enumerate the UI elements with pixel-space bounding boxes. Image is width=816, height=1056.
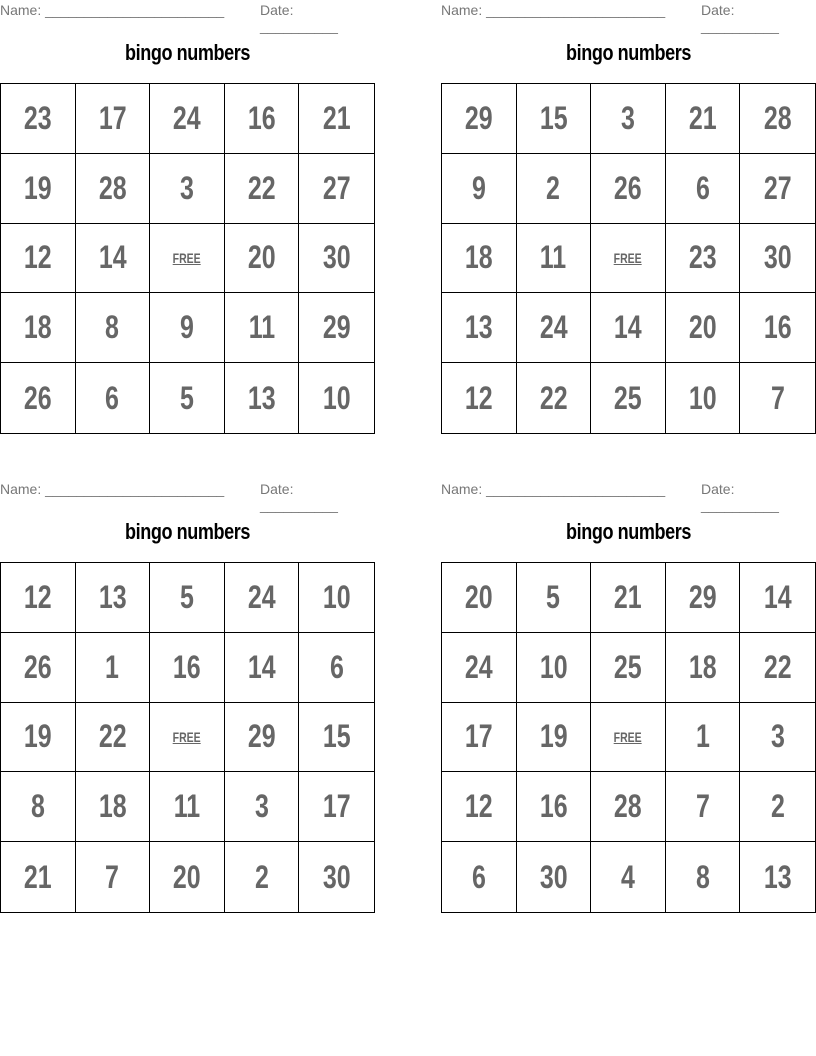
- cell-number: 12: [23, 239, 52, 276]
- cell-number: 3: [180, 169, 194, 206]
- date-field: Date: __________: [701, 2, 779, 34]
- cell-number: 7: [105, 858, 120, 895]
- bingo-cell: [591, 772, 666, 842]
- bingo-cell: [225, 842, 300, 912]
- cell-number: 12: [464, 788, 493, 825]
- cell-number: 30: [322, 239, 351, 276]
- cell-number: 20: [464, 578, 493, 615]
- date-field: Date: __________: [260, 2, 338, 34]
- free-space: [150, 224, 225, 294]
- cell-number: 6: [329, 648, 344, 685]
- cell-number: 19: [23, 718, 52, 755]
- cell-number: 11: [173, 788, 201, 825]
- cell-number: 17: [464, 718, 493, 755]
- cell-number: 20: [247, 239, 276, 276]
- bingo-cell: [666, 703, 741, 773]
- bingo-cell: [150, 633, 225, 703]
- cell-number: 26: [23, 379, 52, 416]
- cell-number: 18: [464, 239, 493, 276]
- bingo-cell: [517, 563, 592, 633]
- bingo-cell: [666, 84, 741, 154]
- cell-number: 29: [247, 718, 276, 755]
- cell-number: 16: [763, 309, 792, 346]
- bingo-cell: [1, 224, 76, 294]
- bingo-cell: [591, 842, 666, 912]
- bingo-cell: [591, 363, 666, 433]
- cell-number: 11: [540, 239, 567, 276]
- name-field: Name: _______________________: [0, 481, 225, 497]
- bingo-cell: [76, 772, 151, 842]
- cell-number: 2: [770, 788, 785, 825]
- bingo-cell: [442, 633, 517, 703]
- cell-number: 24: [464, 648, 493, 685]
- bingo-cell: [76, 563, 151, 633]
- cell-number: 28: [98, 169, 127, 206]
- bingo-cell: [517, 703, 592, 773]
- bingo-cell: [225, 363, 300, 433]
- bingo-cell: [299, 154, 374, 224]
- bingo-cell: [517, 842, 592, 912]
- bingo-cell: [740, 842, 815, 912]
- cell-number: 22: [98, 718, 127, 755]
- cell-number: 2: [254, 858, 269, 895]
- cell-number: 17: [322, 788, 351, 825]
- bingo-cell: [1, 703, 76, 773]
- bingo-cell: [517, 772, 592, 842]
- cell-number: 5: [546, 578, 561, 615]
- bingo-cell: [740, 84, 815, 154]
- bingo-cell: [299, 363, 374, 433]
- bingo-cell: [442, 563, 517, 633]
- cell-number: 18: [23, 309, 52, 346]
- bingo-cell: [740, 293, 815, 363]
- card-header: [441, 0, 816, 34]
- cell-number: 22: [247, 169, 276, 206]
- cell-number: 27: [763, 169, 792, 206]
- bingo-grid: [441, 83, 816, 434]
- cell-number: 7: [770, 379, 785, 416]
- bingo-cell: [225, 84, 300, 154]
- bingo-cell: [442, 224, 517, 294]
- cell-number: 27: [322, 169, 351, 206]
- cell-number: 18: [98, 788, 127, 825]
- cell-number: FREE: [172, 728, 201, 745]
- bingo-cell: [666, 363, 741, 433]
- bingo-cell: [299, 772, 374, 842]
- bingo-cell: [666, 224, 741, 294]
- bingo-cell: [1, 633, 76, 703]
- bingo-cell: [591, 563, 666, 633]
- date-field: Date: __________: [701, 481, 779, 513]
- cell-number: 14: [247, 648, 276, 685]
- cell-number: 14: [763, 578, 792, 615]
- cell-number: 19: [23, 169, 52, 206]
- bingo-cell: [666, 633, 741, 703]
- bingo-cell: [591, 154, 666, 224]
- cell-number: 24: [539, 309, 568, 346]
- free-space: [591, 224, 666, 294]
- card-title: bingo numbers: [125, 519, 250, 544]
- bingo-cell: [225, 703, 300, 773]
- cell-number: 14: [614, 309, 642, 346]
- cell-number: 13: [763, 858, 792, 895]
- bingo-cell: [150, 563, 225, 633]
- bingo-cell: [76, 363, 151, 433]
- bingo-cell: [150, 154, 225, 224]
- bingo-cell: [299, 563, 374, 633]
- cell-number: FREE: [172, 249, 201, 266]
- bingo-cell: [740, 563, 815, 633]
- cell-number: 25: [614, 648, 642, 685]
- bingo-cell: [442, 772, 517, 842]
- bingo-cell: [299, 224, 374, 294]
- cell-number: 23: [23, 99, 52, 136]
- card-header: [441, 479, 816, 513]
- bingo-cell: [76, 154, 151, 224]
- bingo-cell: [150, 842, 225, 912]
- cell-number: 24: [247, 578, 276, 615]
- cell-number: 29: [688, 578, 717, 615]
- cell-number: 3: [254, 788, 269, 825]
- cell-number: 16: [173, 648, 201, 685]
- card-header: [0, 479, 375, 513]
- bingo-cell: [517, 293, 592, 363]
- bingo-grid: [0, 562, 375, 913]
- card-header: [0, 0, 375, 34]
- cell-number: 26: [614, 169, 642, 206]
- cell-number: 8: [105, 309, 120, 346]
- cell-number: 15: [539, 99, 568, 136]
- cell-number: 21: [614, 578, 642, 615]
- bingo-cell: [442, 363, 517, 433]
- bingo-grid: [0, 83, 375, 434]
- cell-number: 3: [770, 718, 785, 755]
- cell-number: 28: [763, 99, 792, 136]
- bingo-cell: [299, 703, 374, 773]
- cell-number: FREE: [613, 728, 642, 745]
- bingo-cell: [150, 363, 225, 433]
- name-field: Name: _______________________: [441, 481, 666, 497]
- cell-number: 9: [180, 309, 194, 346]
- bingo-cell: [299, 842, 374, 912]
- cell-number: 30: [763, 239, 792, 276]
- free-space: [150, 703, 225, 773]
- cell-number: 30: [322, 858, 351, 895]
- cell-number: 6: [105, 379, 120, 416]
- cell-number: 6: [471, 858, 486, 895]
- cell-number: 12: [464, 379, 493, 416]
- bingo-cell: [1, 772, 76, 842]
- bingo-cell: [740, 703, 815, 773]
- cell-number: 25: [614, 379, 642, 416]
- bingo-cell: [76, 84, 151, 154]
- bingo-cell: [442, 703, 517, 773]
- bingo-cell: [76, 224, 151, 294]
- bingo-cell: [740, 363, 815, 433]
- bingo-cell: [225, 563, 300, 633]
- cell-number: 23: [688, 239, 717, 276]
- cell-number: 1: [695, 718, 710, 755]
- bingo-cell: [299, 293, 374, 363]
- cell-number: 20: [688, 309, 717, 346]
- bingo-cell: [517, 224, 592, 294]
- bingo-cell: [517, 363, 592, 433]
- bingo-cell: [76, 293, 151, 363]
- cell-number: 13: [98, 578, 127, 615]
- bingo-cell: [666, 293, 741, 363]
- card-title: bingo numbers: [566, 40, 691, 65]
- cell-number: 11: [248, 309, 275, 346]
- cell-number: 26: [23, 648, 52, 685]
- bingo-cell: [442, 154, 517, 224]
- cell-number: 16: [247, 99, 276, 136]
- bingo-cell: [740, 154, 815, 224]
- cell-number: 12: [23, 578, 52, 615]
- cell-number: 18: [688, 648, 717, 685]
- bingo-cell: [740, 633, 815, 703]
- bingo-cell: [1, 842, 76, 912]
- bingo-cell: [150, 772, 225, 842]
- cell-number: 7: [695, 788, 710, 825]
- bingo-cell: [666, 842, 741, 912]
- cell-number: 10: [322, 578, 351, 615]
- bingo-cell: [442, 293, 517, 363]
- bingo-cell: [1, 154, 76, 224]
- cell-number: 21: [688, 99, 717, 136]
- cell-number: 20: [173, 858, 201, 895]
- bingo-cell: [1, 363, 76, 433]
- cell-number: 22: [763, 648, 792, 685]
- bingo-cell: [517, 633, 592, 703]
- card-title: bingo numbers: [566, 519, 691, 544]
- bingo-cell: [591, 293, 666, 363]
- cell-number: 22: [539, 379, 568, 416]
- cell-number: 10: [322, 379, 351, 416]
- cell-number: 6: [695, 169, 710, 206]
- cell-number: 10: [688, 379, 717, 416]
- bingo-cell: [225, 154, 300, 224]
- bingo-cell: [76, 842, 151, 912]
- cell-number: 8: [695, 858, 710, 895]
- cell-number: 30: [539, 858, 568, 895]
- cell-number: 3: [621, 99, 635, 136]
- cell-number: 10: [539, 648, 568, 685]
- bingo-cell: [442, 84, 517, 154]
- bingo-cell: [299, 84, 374, 154]
- name-field: Name: _______________________: [0, 2, 225, 18]
- cell-number: 4: [621, 858, 635, 895]
- bingo-cell: [1, 293, 76, 363]
- bingo-cell: [1, 84, 76, 154]
- bingo-cell: [150, 84, 225, 154]
- date-field: Date: __________: [260, 481, 338, 513]
- cell-number: 8: [30, 788, 45, 825]
- bingo-cell: [666, 772, 741, 842]
- cell-number: 15: [322, 718, 351, 755]
- cell-number: 19: [539, 718, 568, 755]
- bingo-cell: [666, 154, 741, 224]
- name-field: Name: _______________________: [441, 2, 666, 18]
- cell-number: 2: [546, 169, 561, 206]
- bingo-cell: [225, 224, 300, 294]
- bingo-cell: [150, 293, 225, 363]
- bingo-cell: [517, 84, 592, 154]
- cell-number: 21: [23, 858, 52, 895]
- cell-number: 13: [247, 379, 276, 416]
- bingo-cell: [225, 633, 300, 703]
- bingo-cell: [740, 224, 815, 294]
- cell-number: 24: [173, 99, 201, 136]
- cell-number: 9: [471, 169, 486, 206]
- bingo-cell: [76, 703, 151, 773]
- bingo-cell: [517, 154, 592, 224]
- cell-number: 28: [614, 788, 642, 825]
- bingo-cell: [225, 293, 300, 363]
- cell-number: 29: [464, 99, 493, 136]
- bingo-cell: [591, 633, 666, 703]
- cell-number: 17: [98, 99, 127, 136]
- card-title: bingo numbers: [125, 40, 250, 65]
- bingo-cell: [591, 84, 666, 154]
- cell-number: 5: [180, 578, 194, 615]
- cell-number: 29: [322, 309, 351, 346]
- bingo-grid: [441, 562, 816, 913]
- cell-number: 1: [105, 648, 120, 685]
- cell-number: 14: [98, 239, 127, 276]
- bingo-cell: [225, 772, 300, 842]
- bingo-cell: [666, 563, 741, 633]
- cell-number: 21: [322, 99, 351, 136]
- bingo-cell: [299, 633, 374, 703]
- cell-number: 16: [539, 788, 568, 825]
- free-space: [591, 703, 666, 773]
- cell-number: FREE: [613, 249, 642, 266]
- bingo-cell: [1, 563, 76, 633]
- bingo-cell: [740, 772, 815, 842]
- bingo-cell: [76, 633, 151, 703]
- cell-number: 13: [464, 309, 493, 346]
- cell-number: 5: [180, 379, 194, 416]
- bingo-cell: [442, 842, 517, 912]
